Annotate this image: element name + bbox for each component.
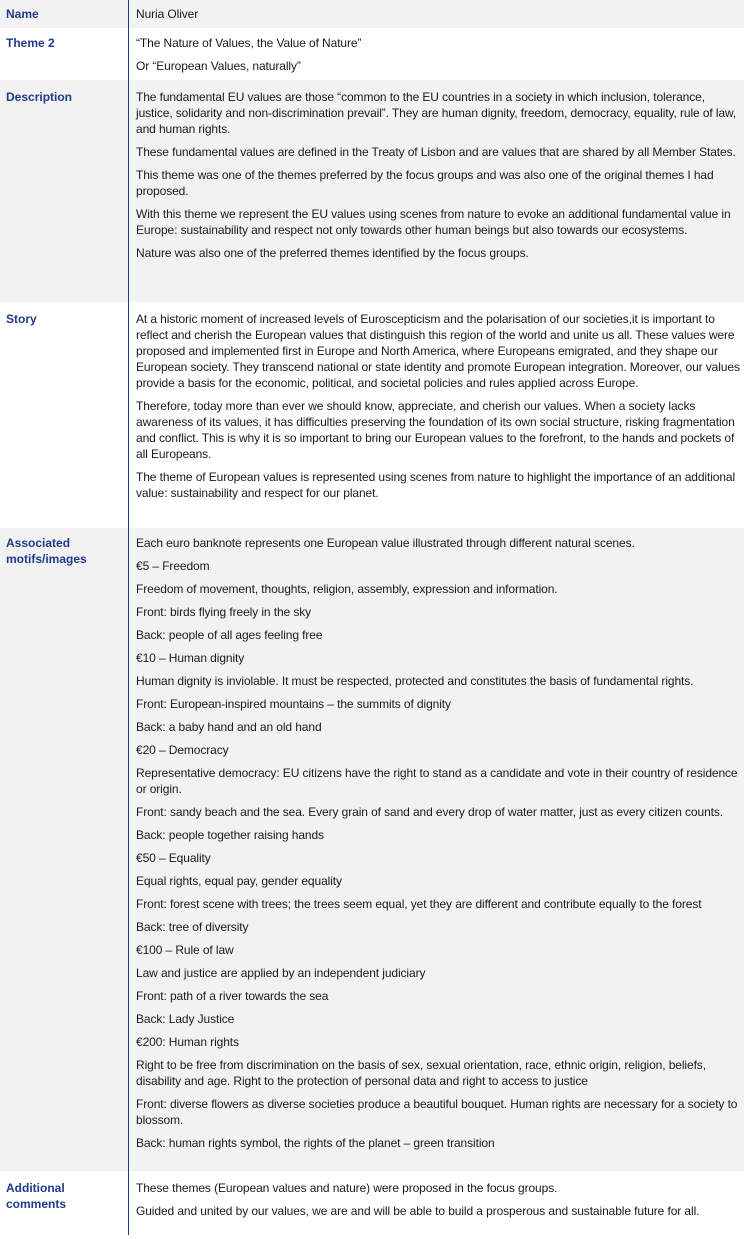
motifs-paragraph: Equal rights, equal pay, gender equality (136, 874, 342, 888)
row-name (0, 0, 744, 28)
row-comments (0, 1172, 744, 1239)
name-paragraph: Nuria Oliver (136, 7, 199, 21)
description-paragraph: This theme was one of the themes preferred by the focus groups and was also one of the original themes I had proposed. (136, 168, 714, 198)
motifs-paragraph: €5 – Freedom (136, 559, 210, 573)
label-name: Name (6, 7, 39, 21)
motifs-paragraph: Front: sandy beach and the sea. Every grain of sand and every drop of water matter, just as every citizen counts. (136, 805, 724, 819)
motifs-paragraph: Front: forest scene with trees; the trees seem equal, yet they are different and contribute equally to the forest (136, 897, 702, 911)
theme-paragraph: “The Nature of Values, the Value of Nature” (136, 36, 362, 50)
motifs-paragraph: Front: diverse flowers as diverse societies produce a beautiful bouquet. Human rights are necessary for a society to blossom. (136, 1097, 738, 1127)
motifs-paragraph: Right to be free from discrimination on the basis of sex, sexual orientation, race, ethnic origin, religion, beliefs, disability and age. Right to the protection of personal data and right to access to justice (136, 1058, 706, 1088)
motifs-paragraph: Back: human rights symbol, the rights of the planet – green transition (136, 1136, 495, 1150)
story-paragraph: At a historic moment of increased levels of Euroscepticism and the polarisation of our societies,it is important to reflect and cherish the European values that distinguish this region of the world and unite us all. These values were proposed and implemented first in Europe and North America, where Europeans emigrated, and they shape our European society. They transcend national or state identity and promote European integration. Moreover, our values provide a basis for the economic, political, and societal policies and rules applied across Europe. (136, 312, 740, 390)
motifs-paragraph: Back: people together raising hands (136, 828, 324, 842)
content-theme (136, 35, 742, 81)
content-motifs (136, 535, 742, 1158)
comments-paragraph: Guided and united by our values, we are and will be able to build a prosperous and sustainable future for all. (136, 1204, 700, 1218)
motifs-paragraph: Front: path of a river towards the sea (136, 989, 329, 1003)
motifs-paragraph: €20 – Democracy (136, 743, 229, 757)
content-name (136, 6, 742, 29)
motifs-paragraph: Freedom of movement, thoughts, religion, assembly, expression and information. (136, 582, 558, 596)
motifs-paragraph: Back: Lady Justice (136, 1012, 235, 1026)
motifs-paragraph: Each euro banknote represents one European value illustrated through different natural scenes. (136, 536, 635, 550)
motifs-paragraph: €200: Human rights (136, 1035, 239, 1049)
motifs-paragraph: Back: a baby hand and an old hand (136, 720, 322, 734)
motifs-paragraph: Back: tree of diversity (136, 920, 249, 934)
label-motifs: Associated motifs/images (6, 536, 87, 566)
description-paragraph: These fundamental values are defined in the Treaty of Lisbon and are values that are shared by all Member States. (136, 145, 736, 159)
row-story (0, 303, 744, 527)
row-description (0, 80, 744, 302)
label-theme: Theme 2 (6, 36, 55, 50)
row-theme (0, 29, 744, 79)
label-comments: Additional comments (6, 1181, 67, 1211)
theme-paragraph: Or “European Values, naturally” (136, 59, 301, 73)
row-motifs (0, 528, 744, 1171)
column-divider (128, 0, 129, 1235)
story-paragraph: The theme of European values is represented using scenes from nature to highlight the importance of an additional value: sustainability and respect for our planet. (136, 470, 736, 500)
motifs-paragraph: Human dignity is inviolable. It must be respected, protected and constitutes the basis of fundamental rights. (136, 674, 694, 688)
motifs-paragraph: Back: people of all ages feeling free (136, 628, 323, 642)
motifs-paragraph: €100 – Rule of law (136, 943, 234, 957)
content-story (136, 311, 742, 508)
label-story: Story (6, 312, 37, 326)
story-paragraph: Therefore, today more than ever we should know, appreciate, and cherish our values. When a society lacks awareness of its values, it has difficulties preserving the foundation of its own social structure, risking fragmentation and conflict. This is why it is so important to bring our European values to the forefront, to the hands and pockets of all Europeans. (136, 399, 735, 461)
content-description (136, 89, 742, 268)
description-paragraph: The fundamental EU values are those “common to the EU countries in a society in which inclusion, tolerance, justice, solidarity and non-discrimination prevail”. They are human dignity, freedom, democracy, equality, rule of law, and human rights. (136, 90, 737, 136)
description-paragraph: Nature was also one of the preferred themes identified by the focus groups. (136, 246, 529, 260)
description-paragraph: With this theme we represent the EU values using scenes from nature to evoke an additional fundamental value in Europe: sustainability and respect not only towards other human beings but also towards our ecosystems. (136, 207, 731, 237)
comments-paragraph: These themes (European values and nature) were proposed in the focus groups. (136, 1181, 558, 1195)
content-comments (136, 1180, 742, 1226)
motifs-paragraph: €50 – Equality (136, 851, 211, 865)
motifs-paragraph: Front: birds flying freely in the sky (136, 605, 312, 619)
motifs-paragraph: Front: European-inspired mountains – the summits of dignity (136, 697, 451, 711)
motifs-paragraph: Law and justice are applied by an independent judiciary (136, 966, 426, 980)
motifs-paragraph: Representative democracy: EU citizens have the right to stand as a candidate and vote in their country of residence or origin. (136, 766, 738, 796)
motifs-paragraph: €10 – Human dignity (136, 651, 245, 665)
label-description: Description (6, 90, 73, 104)
